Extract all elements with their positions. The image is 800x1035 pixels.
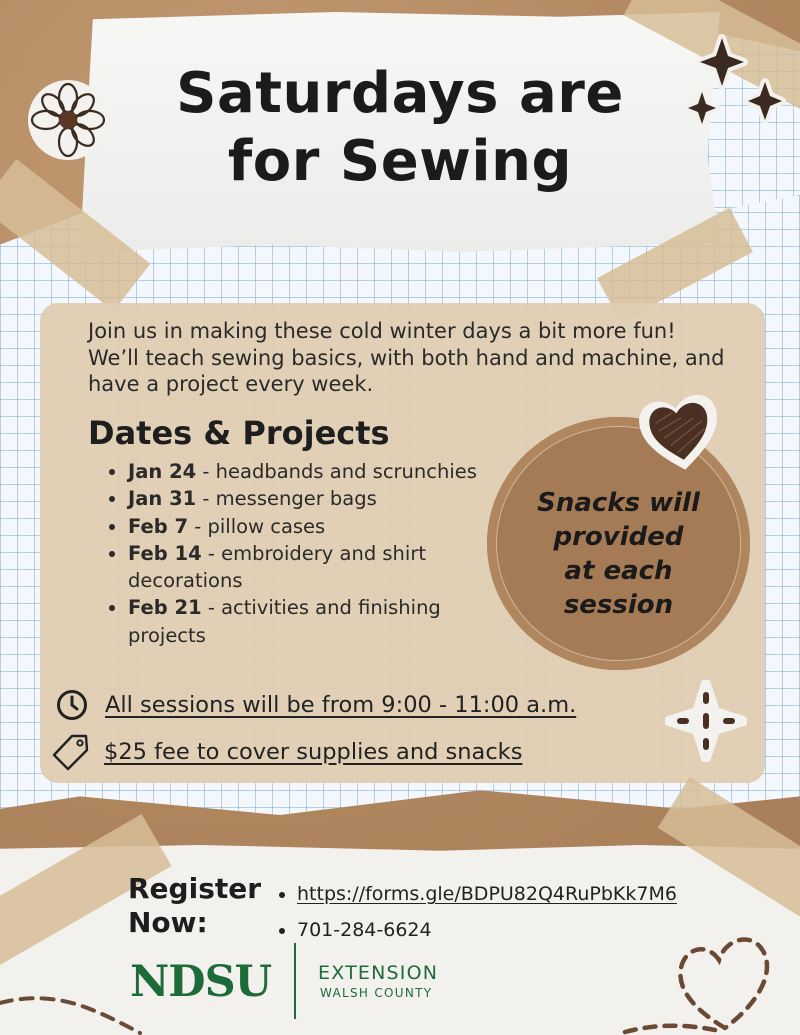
dashed-heart-icon — [615, 920, 795, 1035]
intro-text: Join us in making these cold winter days a bit more fun! We’ll teach sewing basics, with both hand and machine, and have a project every week. — [88, 319, 725, 396]
list-item — [128, 458, 488, 485]
register-line: Register — [128, 872, 262, 905]
date-label: Jan 31 — [128, 487, 197, 511]
title-line: for Sewing — [227, 129, 573, 194]
dashed-line-decoration — [0, 985, 150, 1035]
sessions-text: All sessions will be from 9:00 - 11:00 a.m. — [105, 692, 577, 718]
fee-info — [52, 733, 522, 771]
ndsu-logo: NDSU — [130, 957, 272, 1007]
clock-icon — [55, 688, 89, 722]
list-item — [128, 485, 488, 512]
snacks-text — [505, 486, 732, 622]
date-label: Jan 24 — [128, 460, 197, 483]
phone-number: 701-284-6624 — [297, 919, 432, 941]
page-title — [100, 60, 700, 196]
sessions-info — [55, 688, 576, 722]
snacks-line: session — [563, 590, 674, 620]
register-link[interactable]: https://forms.gle/BDPU82Q4RuPbKk7M6 — [297, 883, 677, 905]
logo-divider — [294, 943, 296, 1019]
snacks-line: at each — [564, 556, 673, 586]
extension-label: EXTENSION — [318, 962, 439, 984]
project-label: - embroidery and shirt decorations — [128, 541, 426, 593]
county-label: WALSH COUNTY — [320, 986, 433, 1000]
project-label: - pillow cases — [188, 514, 326, 538]
title-line: Saturdays are — [176, 61, 624, 126]
list-item — [128, 594, 488, 649]
date-label: Feb 21 — [128, 596, 202, 620]
list-item — [128, 540, 488, 595]
date-label: Feb 7 — [128, 514, 189, 538]
flower-icon — [26, 78, 110, 162]
date-label: Feb 14 — [128, 541, 202, 565]
snacks-line: provided — [553, 522, 684, 552]
dates-heading: Dates & Projects — [88, 414, 390, 452]
dates-list — [100, 458, 488, 649]
register-line: Now: — [128, 906, 208, 939]
list-item — [128, 513, 488, 540]
project-label: - headbands and scrunchies — [196, 460, 477, 483]
fee-text: $25 fee to cover supplies and snacks — [104, 739, 523, 765]
project-label: - activities and finishing projects — [128, 596, 441, 647]
register-heading — [128, 872, 261, 940]
snacks-line: Snacks will — [537, 488, 700, 518]
project-label: - messenger bags — [196, 487, 377, 511]
price-tag-icon — [52, 733, 90, 771]
heart-icon — [635, 390, 725, 475]
sparkle-icon — [665, 680, 747, 762]
list-item — [297, 876, 677, 912]
